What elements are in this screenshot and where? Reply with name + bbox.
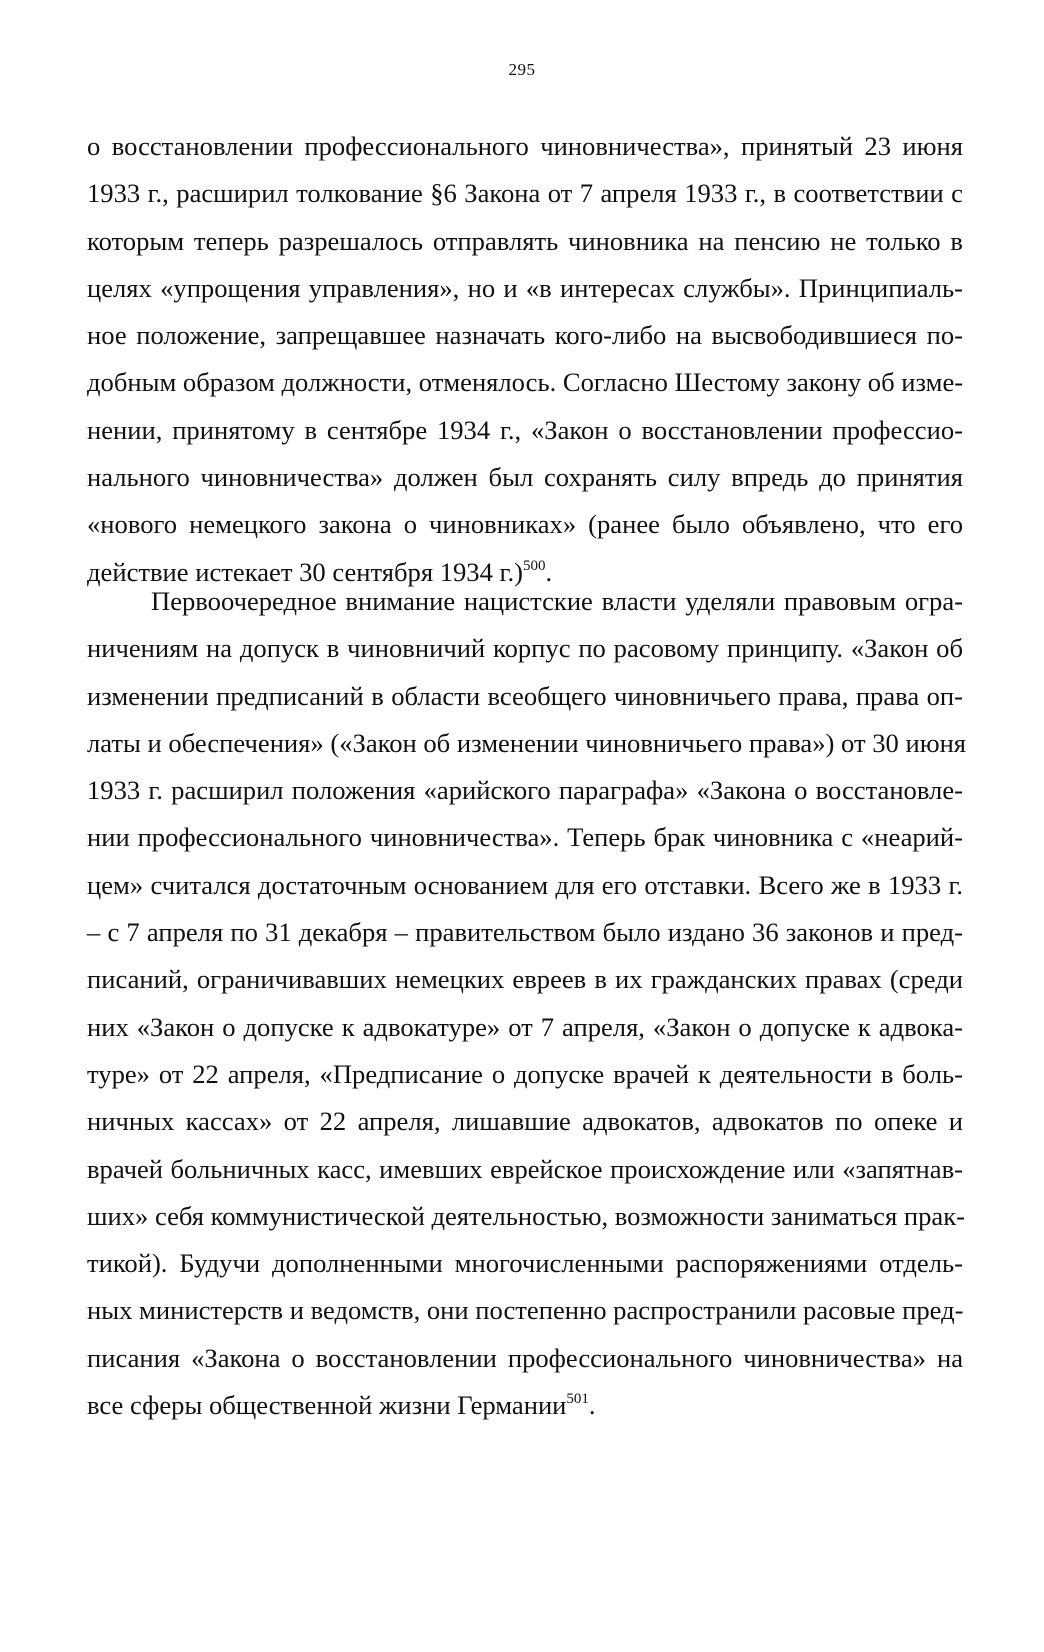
text-line: – с 7 апреля по 31 декабря – правительством было издано 36 законов и пред- bbox=[87, 917, 963, 948]
text-line: нии профессионального чиновничества». Теперь брак чиновника с «неарий- bbox=[87, 822, 963, 853]
text-line: добным образом должности, отменялось. Согласно Шестому закону об изме- bbox=[87, 367, 964, 398]
text-line: тикой). Будучи дополненными многочисленными распоряжениями отдель- bbox=[87, 1248, 963, 1279]
text-line: латы и обеспечения» («Закон об изменении чиновничьего права») от 30 июня bbox=[87, 727, 967, 758]
text-line-first: Первоочередное внимание нацистские власти уделяли правовым огра- bbox=[151, 586, 963, 616]
text-line-content: действие истекает 30 сентября 1934 г.) bbox=[87, 556, 523, 587]
text-line: 1933 г., расширил толкование §6 Закона от 7 апреля 1933 г., в соответствии с bbox=[87, 178, 963, 209]
text-line: целях «упрощения управления», но и «в интересах службы». Принципиаль- bbox=[87, 272, 963, 303]
text-line: писаний, ограничивавших немецких евреев в их гражданских правах (среди bbox=[87, 964, 963, 995]
text-line: «нового немецкого закона о чиновниках» (ранее было объявлено, что его bbox=[87, 509, 963, 540]
text-line-content: все сферы общественной жизни Германии bbox=[87, 1390, 567, 1421]
footnote-ref-500: 500 bbox=[522, 557, 546, 574]
end-punctuation: . bbox=[545, 556, 553, 587]
text-line: которым теперь разрешалось отправлять чиновника на пенсию не только в bbox=[87, 225, 963, 256]
text-line: нении, принятому в сентябре 1934 г., «Закон о восстановлении профессио- bbox=[87, 414, 963, 445]
page-number: 295 bbox=[508, 60, 536, 79]
text-line: ных министерств и ведомств, они постепенно распространили расовые пред- bbox=[87, 1295, 964, 1326]
text-line: них «Закон о допуске к адвокатуре» от 7 апреля, «Закон о допуске к адвока- bbox=[87, 1011, 963, 1042]
end-punctuation: . bbox=[588, 1390, 596, 1421]
text-line-last bbox=[87, 1382, 963, 1429]
text-line: туре» от 22 апреля, «Предписание о допуске врачей к деятельности в боль- bbox=[87, 1058, 963, 1089]
text-line: ничных кассах» от 22 апреля, лишавшие адвокатов, адвокатов по опеке и bbox=[87, 1106, 963, 1137]
text-line: ное положение, запрещавшее назначать кого-либо на высвободившиеся по- bbox=[87, 320, 963, 351]
text-line: изменении предписаний в области всеобщего чиновничьего права, права оп- bbox=[87, 680, 963, 711]
paragraph-1 bbox=[87, 123, 963, 596]
text-line: врачей больничных касс, имевших еврейское происхождение или «запятнав- bbox=[87, 1153, 963, 1184]
text-line: 1933 г. расширил положения «арийского параграфа» «Закона о восстановле- bbox=[87, 775, 963, 806]
text-line: ничениям на допуск в чиновничий корпус по расовому принципу. «Закон об bbox=[87, 633, 963, 664]
text-line: нального чиновничества» должен был сохранять силу впредь до принятия bbox=[87, 462, 963, 493]
text-line: ших» себя коммунистической деятельностью, возможности заниматься прак- bbox=[87, 1200, 965, 1231]
footnote-ref-501: 501 bbox=[566, 1391, 589, 1408]
paragraph-2 bbox=[87, 578, 967, 1429]
text-line: цем» считался достаточным основанием для его отставки. Всего же в 1933 г. bbox=[87, 869, 963, 900]
text-line: о восстановлении профессионального чиновничества», принятый 23 июня bbox=[87, 131, 963, 161]
text-line: писания «Закона о восстановлении профессионального чиновничества» на bbox=[87, 1342, 963, 1373]
